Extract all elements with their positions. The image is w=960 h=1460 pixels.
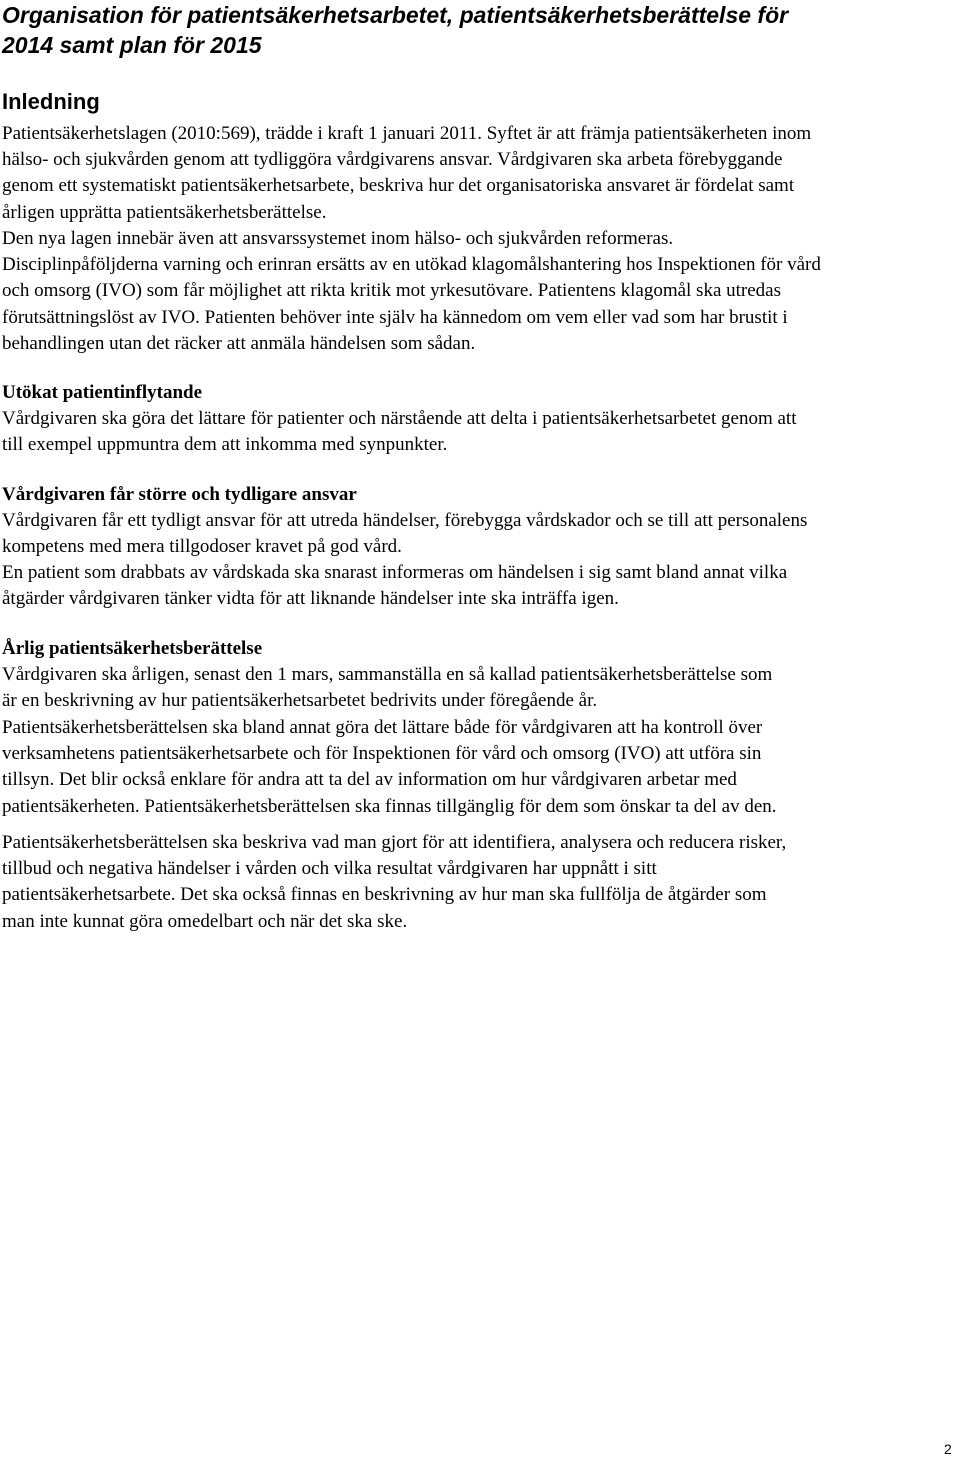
heading-utokat-patientinflytande: Utökat patientinflytande [2, 382, 203, 403]
text-line: förutsättningslöst av IVO. Patienten behöver inte själv ha kännedom om vem eller vad som har brustit i [2, 306, 788, 328]
text-line: verksamhetens patientsäkerhetsarbete och för Inspektionen för vård och omsorg (IVO) att utföra sin [2, 743, 762, 765]
text-line: patientsäkerhetsarbete. Det ska också finnas en beskrivning av hur man ska fullfölja de åtgärder som [2, 884, 767, 906]
text-line: hälso- och sjukvården genom att tydliggöra vårdgivarens ansvar. Vårdgivaren ska arbeta förebyggande [2, 149, 783, 171]
text-line: patientsäkerheten. Patientsäkerhetsberättelsen ska finnas tillgänglig för dem som önskar ta del av den. [2, 795, 777, 817]
document-title [2, 0, 952, 60]
text-line: Vårdgivaren ska årligen, senast den 1 mars, sammanställa en så kallad patientsäkerhetsberättelse som [2, 664, 773, 685]
text-line: Patientsäkerhetsberättelsen ska beskriva vad man gjort för att identifiera, analysera och reducera risker, [2, 832, 787, 853]
text-line: och omsorg (IVO) som får möjlighet att rikta kritik mot yrkesutövare. Patientens klagomål ska utredas [2, 280, 781, 302]
text-line: man inte kunnat göra omedelbart och när det ska ske. [2, 910, 408, 932]
heading-vardgivaren-ansvar: Vårdgivaren får större och tydligare ansvar [2, 484, 357, 505]
text-line: Vårdgivaren ska göra det lättare för patienter och närstående att delta i patientsäkerhetsarbetet genom att [2, 408, 797, 429]
page-number: 2 [944, 1441, 952, 1457]
paragraph-vardgivaren-2 [2, 560, 958, 612]
paragraph-arlig-3 [2, 830, 958, 935]
text-line: Patientsäkerhetsberättelsen ska bland annat göra det lättare både för vårdgivaren att ha kontroll över [2, 717, 763, 738]
text-line: tillbud och negativa händelser i vården och vilka resultat vårdgivaren har uppnått i sitt [2, 858, 657, 880]
document-title-line: Organisation för patientsäkerhetsarbetet, patientsäkerhetsberättelse för [2, 2, 789, 28]
text-line: En patient som drabbats av vårdskada ska snarast informeras om händelsen i sig samt bland annat vilka [2, 562, 788, 583]
paragraph-arlig-2 [2, 715, 958, 820]
text-line: kompetens med mera tillgodoser kravet på god vård. [2, 536, 402, 558]
text-line: Vårdgivaren får ett tydligt ansvar för att utreda händelser, förebygga vårdskador och se till att personalens [2, 510, 808, 531]
text-line: Den nya lagen innebär även att ansvarssystemet inom hälso- och sjukvården reformeras. [2, 228, 674, 249]
text-line: är en beskrivning av hur patientsäkerhetsarbetet bedrivits under föregående år. [2, 690, 598, 712]
text-line: till exempel uppmuntra dem att inkomma med synpunkter. [2, 434, 448, 456]
paragraph-inledning-1 [2, 121, 958, 226]
text-line: Patientsäkerhetslagen (2010:569), trädde i kraft 1 januari 2011. Syftet är att främja patientsäkerheten inom [2, 123, 812, 144]
paragraph-utokat-1 [2, 406, 958, 458]
text-line: tillsyn. Det blir också enklare för andra att ta del av information om hur vårdgivaren arbetar med [2, 769, 737, 791]
text-line: årligen upprätta patientsäkerhetsberättelse. [2, 201, 327, 223]
paragraph-vardgivaren-1 [2, 508, 958, 560]
document-title-line: 2014 samt plan för 2015 [2, 32, 262, 58]
heading-arlig-patientsakerhetsberattelse: Årlig patientsäkerhetsberättelse [2, 638, 263, 659]
text-line: genom ett systematiskt patientsäkerhetsarbete, beskriva hur det organisatoriska ansvaret är fördelat samt [2, 175, 795, 197]
text-line: behandlingen utan det räcker att anmäla händelsen som sådan. [2, 332, 476, 354]
heading-inledning: Inledning [2, 89, 100, 114]
paragraph-inledning-2 [2, 226, 958, 357]
paragraph-arlig-1 [2, 662, 958, 714]
text-line: åtgärder vårdgivaren tänker vidta för att liknande händelser inte ska inträffa igen. [2, 588, 619, 610]
text-line: Disciplinpåföljderna varning och erinran ersätts av en utökad klagomålshantering hos Inspektionen för vård [2, 254, 821, 276]
